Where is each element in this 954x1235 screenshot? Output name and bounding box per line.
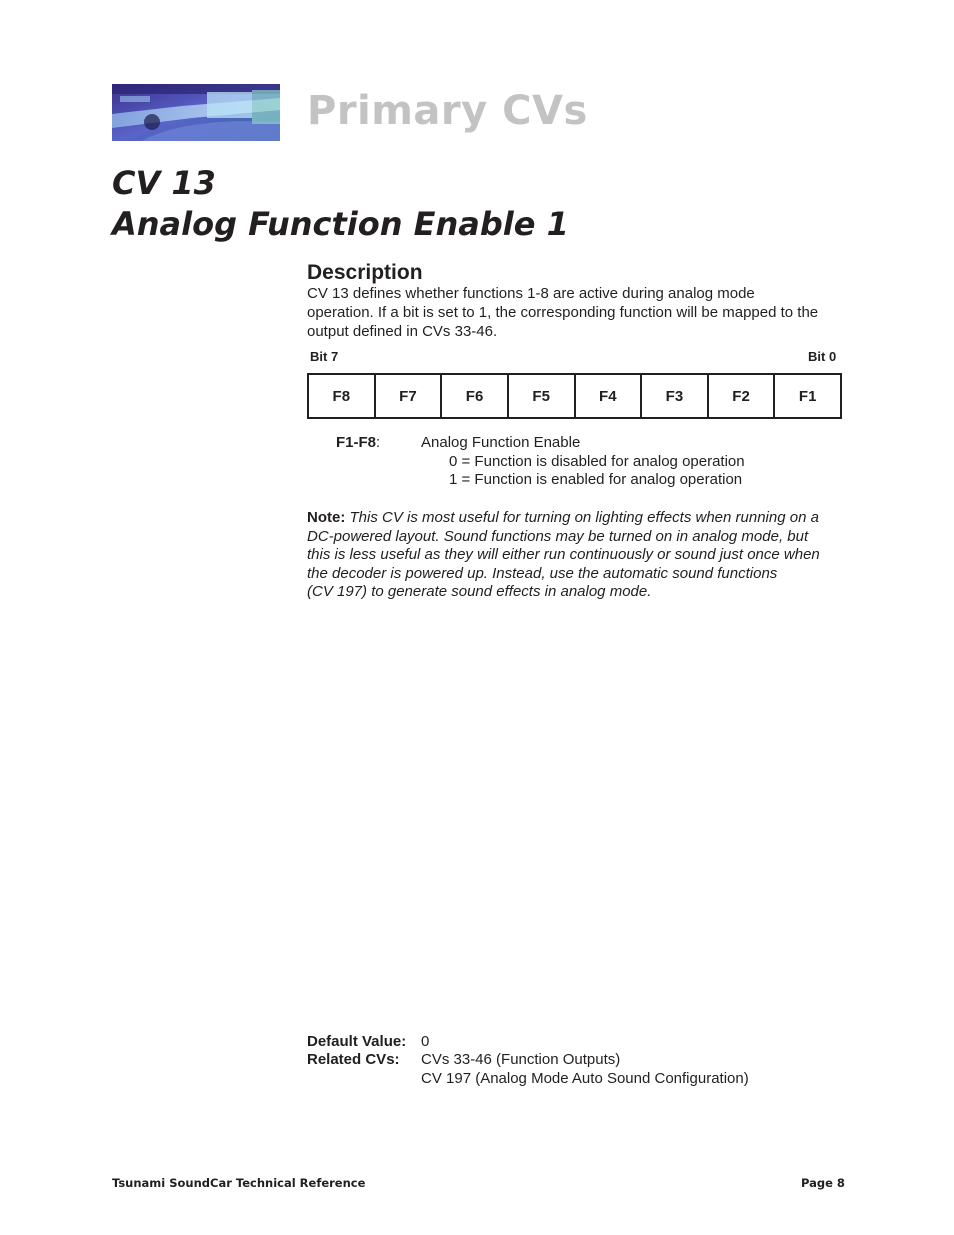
bit-cell: F2 (708, 374, 775, 418)
description-line: operation. If a bit is set to 1, the corresponding function will be mapped to the (307, 304, 819, 321)
bit-cell: F5 (508, 374, 575, 418)
cv-number-heading: CV 13 (112, 164, 216, 202)
note-line: This CV is most useful for turning on lighting effects when running on a (349, 509, 819, 526)
cv-name-heading: Analog Function Enable 1 (112, 205, 569, 243)
bit-cell: F3 (641, 374, 708, 418)
related-cv-item: CV 197 (Analog Mode Auto Sound Configuration) (421, 1070, 749, 1087)
default-value-label: Default Value: (307, 1033, 407, 1050)
related-cv-item: CVs 33-46 (Function Outputs) (421, 1051, 621, 1068)
note-line: this is less useful as they will either run continuously or sound just once when (307, 546, 820, 563)
bit-low-label: Bit 0 (808, 349, 837, 364)
bit-register-row (308, 374, 841, 418)
bit-register-table (307, 373, 842, 419)
field-value-0: 0 = Function is disabled for analog operation (449, 453, 745, 470)
description-line: CV 13 defines whether functions 1-8 are active during analog mode (307, 285, 755, 302)
note-line: the decoder is powered up. Instead, use the automatic sound functions (307, 564, 778, 582)
bit-cell: F1 (774, 374, 841, 418)
default-value: 0 (421, 1033, 430, 1050)
field-name-label: F1-F8 (336, 434, 377, 451)
bit-cell: F7 (375, 374, 442, 418)
description-heading: Description (307, 261, 423, 284)
field-separator: : (376, 434, 381, 451)
note-block (307, 509, 847, 602)
bit-cell: F8 (308, 374, 375, 418)
description-body (307, 284, 847, 341)
note-line: (CV 197) to generate sound effects in analog mode. (307, 583, 652, 600)
bit-cell: F6 (441, 374, 508, 418)
footer-document-title: Tsunami SoundCar Technical Reference (112, 1176, 366, 1190)
note-line: DC-powered layout. Sound functions may be turned on in analog mode, but (307, 527, 809, 545)
field-name (336, 434, 380, 451)
footer-page-number: Page 8 (801, 1176, 845, 1190)
bit-high-label: Bit 7 (310, 349, 339, 364)
field-description: Analog Function Enable (421, 434, 581, 451)
section-title: Primary CVs (307, 88, 588, 134)
description-line: output defined in CVs 33-46. (307, 323, 498, 340)
header-locomotive-image (112, 84, 280, 141)
bit-cell: F4 (575, 374, 642, 418)
field-value-1: 1 = Function is enabled for analog operation (449, 471, 743, 488)
related-cvs-label: Related CVs: (307, 1051, 400, 1068)
note-label: Note: (307, 509, 346, 526)
